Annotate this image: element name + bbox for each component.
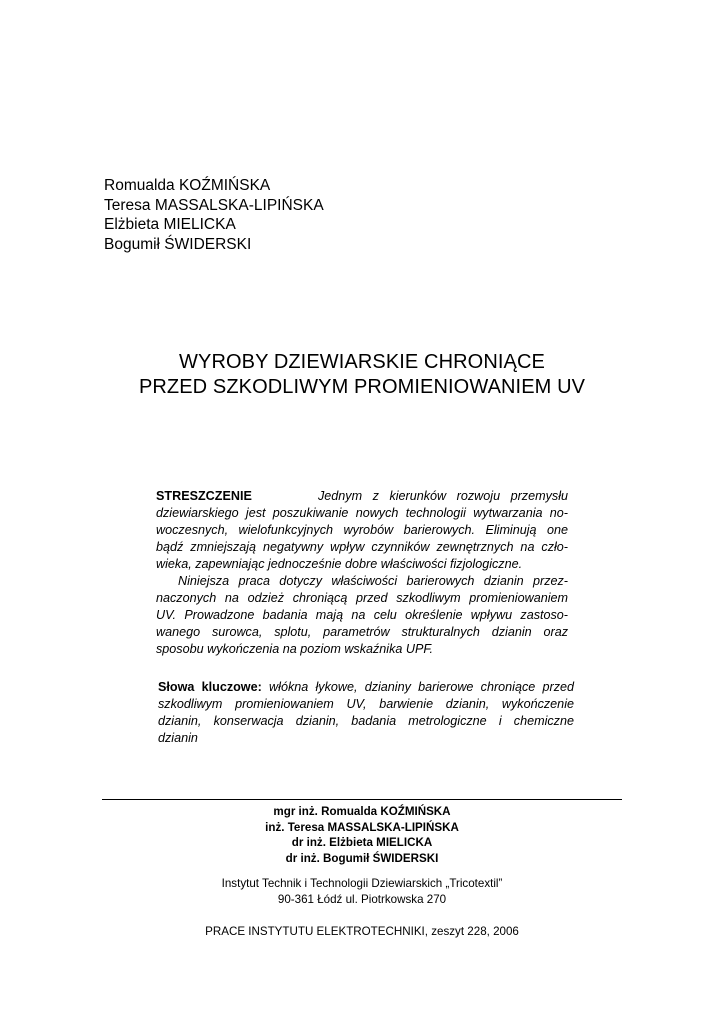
abstract-line: bądź zmniejszają negatywny wpływ czynników zewnętrznych na czło- bbox=[156, 540, 568, 554]
abstract-paragraph-1 bbox=[156, 488, 568, 573]
paper-title bbox=[0, 350, 724, 400]
footnote-divider bbox=[102, 799, 622, 800]
journal-reference: PRACE INSTYTUTU ELEKTROTECHNIKI, zeszyt 228, 2006 bbox=[205, 925, 519, 938]
abstract-line: naczonych na odzież chroniącą przed szkodliwym promieniowaniem bbox=[156, 591, 568, 605]
abstract-line: wanego surowca, splotu, parametrów strukturalnych dzianin oraz bbox=[156, 625, 568, 639]
title-line-1: WYROBY DZIEWIARSKIE CHRONIĄCE bbox=[179, 351, 545, 373]
affiliation-name: dr inż. Bogumił ŚWIDERSKI bbox=[285, 851, 439, 865]
abstract-line: Niniejsza praca dotyczy właściwości barierowych dzianin przez- bbox=[178, 574, 568, 588]
abstract bbox=[156, 488, 568, 658]
affiliation-name: dr inż. Elżbieta MIELICKA bbox=[291, 836, 433, 849]
author-name: Bogumił ŚWIDERSKI bbox=[104, 235, 252, 253]
keywords-line: dzianin bbox=[158, 731, 198, 745]
abstract-line bbox=[156, 488, 568, 505]
abstract-line: sposobu wykończenia na poziom wskaźnika UPF. bbox=[156, 642, 433, 656]
abstract-text: Jednym z kierunków rozwoju przemysłu bbox=[318, 489, 568, 503]
abstract-heading: STRESZCZENIE bbox=[156, 489, 252, 503]
affiliation-block bbox=[0, 804, 724, 940]
title-line-2: PRZED SZKODLIWYM PROMIENIOWANIEM UV bbox=[138, 376, 586, 398]
keywords-text: włókna łykowe, dzianiny barierowe chroniące przed bbox=[269, 680, 575, 694]
abstract-line: UV. Prowadzone badania mają na celu określenie wpływu zastoso- bbox=[156, 608, 568, 622]
affiliation-name: inż. Teresa MASSALSKA-LIPIŃSKA bbox=[265, 820, 459, 834]
author-list bbox=[104, 176, 324, 254]
abstract-paragraph-2 bbox=[156, 573, 568, 658]
author-name: Romualda KOŹMIŃSKA bbox=[104, 177, 271, 194]
abstract-line: dziewiarskiego jest poszukiwanie nowych technologii wytwarzania no- bbox=[156, 506, 568, 520]
institute-name: Instytut Technik i Technologii Dziewiarskich „Tricotextil” bbox=[221, 877, 503, 890]
keywords-line: dzianin, konserwacja dzianin, badania metrologiczne i chemiczne bbox=[158, 714, 574, 728]
keywords-line bbox=[158, 679, 574, 696]
keywords-label: Słowa kluczowe: bbox=[158, 680, 262, 694]
abstract-line: wieka, zapewniając jednocześnie dobre właściwości fizjologiczne. bbox=[156, 557, 523, 571]
affiliation-name: mgr inż. Romualda KOŹMIŃSKA bbox=[273, 805, 451, 818]
author-name: Teresa MASSALSKA-LIPIŃSKA bbox=[104, 196, 324, 214]
keywords-line: szkodliwym promieniowaniem UV, barwienie dzianin, wykończenie bbox=[158, 697, 574, 711]
abstract-line: woczesnych, wielofunkcyjnych wyrobów barierowych. Eliminują one bbox=[156, 523, 568, 537]
institute-address: 90-361 Łódź ul. Piotrkowska 270 bbox=[277, 892, 447, 906]
author-name: Elżbieta MIELICKA bbox=[104, 216, 236, 233]
keywords bbox=[158, 679, 574, 747]
